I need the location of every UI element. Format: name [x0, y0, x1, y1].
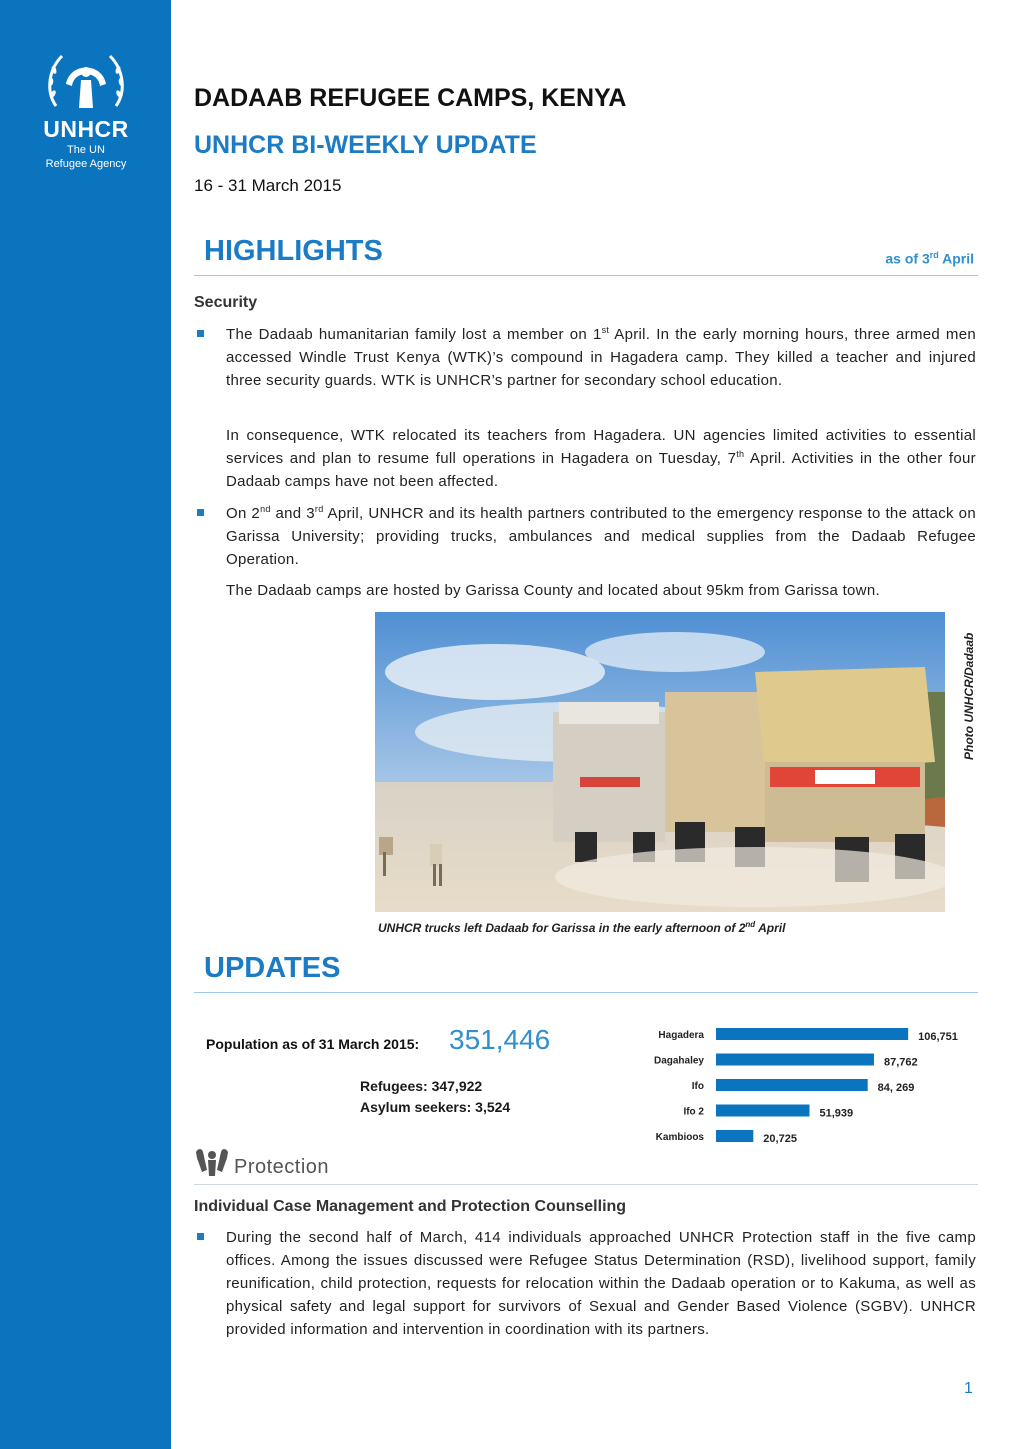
- document-date: 16 - 31 March 2015: [194, 176, 342, 195]
- trucks-photo: [375, 612, 945, 912]
- population-value: 351,446: [449, 1024, 551, 1055]
- category-label: Ifo: [691, 1081, 704, 1092]
- value-label: 20,725: [763, 1133, 797, 1145]
- value-label: 84, 269: [877, 1082, 915, 1094]
- unhcr-emblem-icon: [44, 48, 128, 114]
- protection-hands-icon: [194, 1146, 230, 1178]
- logo-tagline: Refugee Agency: [45, 158, 127, 170]
- category-label: Ifo 2: [683, 1106, 704, 1118]
- protection-heading: Protection: [234, 1156, 330, 1178]
- highlights-header: [194, 235, 978, 276]
- value-label: 87,762: [883, 1056, 918, 1069]
- protection-header: [194, 1144, 978, 1185]
- security-paragraph-1: The Dadaab humanitarian family lost a member on 1st April. In the early morning hours, three armed men accessed Windle Trust Kenya (WTK)’s compound in Hagadera camp. They killed a teacher and injured three security guards. WTK is UNHCR’s partner for secondary school education.: [226, 325, 977, 389]
- bar: [716, 1130, 753, 1142]
- refugees-count: Refugees: 347,922: [360, 1078, 483, 1094]
- value-label: 106,751: [918, 1031, 958, 1043]
- protection-paragraph-1: During the second half of March, 414 individuals approached UNHCR Protection staff in the five camp offices. Among the issues discussed were Refugee Status Determination (RSD), livelihood support, family reunification, child protection, requests for relocation within the Dadaab operation or to Kakuma, as well as physical safety and legal support for survivors of Sexual and Gender Based Violence (SGBV). UNHCR provided information and intervention in coordination with its partners.: [226, 1229, 976, 1338]
- population-by-camp-chart: [594, 1018, 984, 1154]
- photo-caption: UNHCR trucks left Dadaab for Garissa in the early afternoon of 2nd April: [378, 920, 786, 935]
- page-number: 1: [964, 1380, 973, 1397]
- updates-heading: UPDATES: [204, 952, 341, 984]
- logo-tagline: The UN: [67, 144, 105, 156]
- asylum-seekers-count: Asylum seekers: 3,524: [360, 1099, 511, 1115]
- photo-credit: Photo UNHCR/Dadaab: [962, 632, 976, 760]
- highlights-as-of: as of 3rd April: [885, 250, 974, 267]
- value-label: 51,939: [819, 1107, 854, 1120]
- case-management-heading: Individual Case Management and Protection Counselling: [194, 1198, 627, 1215]
- category-label: Kambioos: [655, 1132, 704, 1143]
- security-heading: Security: [194, 294, 258, 311]
- bar: [716, 1105, 809, 1117]
- highlights-heading: HIGHLIGHTS: [204, 235, 383, 267]
- document-title: DADAAB REFUGEE CAMPS, KENYA: [194, 84, 627, 112]
- bullet-marker: [197, 509, 204, 516]
- bar: [716, 1079, 868, 1091]
- updates-header: [194, 952, 978, 993]
- bar: [716, 1028, 908, 1040]
- bullet-marker: [197, 330, 204, 337]
- category-label: Dagahaley: [653, 1055, 704, 1067]
- bar: [716, 1054, 874, 1066]
- security-paragraph-3: On 2nd and 3rd April, UNHCR and its health partners contributed to the emergency response to the attack on Garissa University; providing trucks, ambulances and medical supplies from the Dadaab Refugee Operation.: [226, 504, 976, 568]
- security-paragraph-2: In consequence, WTK relocated its teachers from Hagadera. UN agencies limited activities to essential services and plan to resume full operations in Hagadera on Tuesday, 7th April. Activities in the other four Dadaab camps have not been affected.: [226, 427, 976, 490]
- security-paragraph-4: The Dadaab camps are hosted by Garissa County and located about 95km from Garissa town.: [226, 582, 880, 599]
- category-label: Hagadera: [658, 1030, 704, 1041]
- document-subtitle: UNHCR BI-WEEKLY UPDATE: [194, 131, 537, 159]
- sidebar: [0, 0, 171, 1449]
- logo-wordmark: UNHCR: [43, 116, 129, 142]
- bullet-marker: [197, 1233, 204, 1240]
- population-label: Population as of 31 March 2015:: [206, 1036, 420, 1052]
- unhcr-logo: [30, 48, 142, 171]
